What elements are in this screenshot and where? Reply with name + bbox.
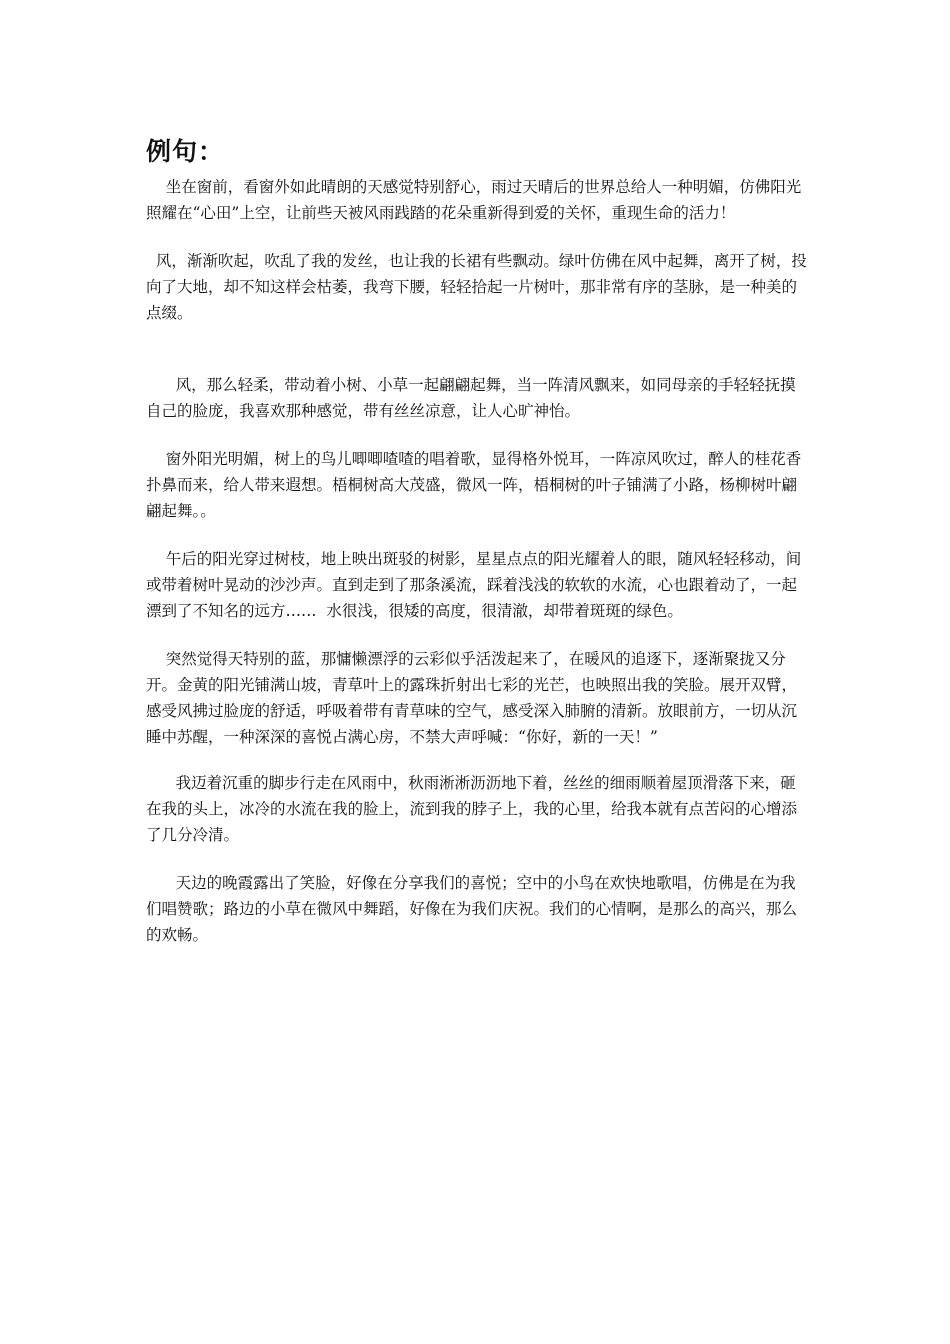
paragraph-window-sunshine: 坐在窗前，看窗外如此晴朗的天感觉特别舒心，雨过天晴后的世界总给人一种明媚，仿佛阳光照耀在“心田”上空，让前些天被风雨践踏的花朵重新得到爱的关怀，重现生命的活力！ [146,178,802,222]
paragraph-blue-sky: 突然觉得天特别的蓝，那慵懒漂浮的云彩似乎活泼起来了，在暖风的追逐下，逐渐聚拢又分开。金黄的阳光铺满山坡，青草叶上的露珠折射出七彩的光芒，也映照出我的笑脸。展开双臂，感受风拂过脸庞的舒适，呼吸着带有青草味的空气，感受深入肺腑的清新。放眼前方，一切从沉睡中苏醒，一种深深的喜悦占满心房，不禁大声呼喊：“你好，新的一天！” [146,650,798,746]
document-heading: 例句： [146,137,225,166]
paragraph-afternoon-stream: 午后的阳光穿过树枝，地上映出斑驳的树影，星星点点的阳光耀着人的眼，随风轻轻移动，间或带着树叶晃动的沙沙声。直到走到了那条溪流，踩着浅浅的软软的水流，心也跟着动了，一起漂到了不知名的远方…… 水很浅，很矮的高度，很清澈，却带着斑斑的绿色。 [146,550,802,620]
paragraph-wind-leaves: 风，渐渐吹起，吹乱了我的发丝，也让我的长裙有些飘动。绿叶仿佛在风中起舞，离开了树，投向了大地，却不知这样会枯萎，我弯下腰，轻轻拾起一片树叶，那非常有序的茎脉，是一种美的点缀。 [146,252,807,322]
paragraph-evening-glow: 天边的晚霞露出了笑脸，好像在分享我们的喜悦；空中的小鸟在欢快地歌唱，仿佛是在为我们唱赞歌；路边的小草在微风中舞蹈，好像在为我们庆祝。我们的心情啊，是那么的高兴，那么的欢畅。 [146,874,798,944]
paragraph-autumn-rain: 我迈着沉重的脚步行走在风雨中，秋雨淅淅沥沥地下着，丝丝的细雨顺着屋顶滑落下来，砸在我的头上，冰冷的水流在我的脸上，流到我的脖子上，我的心里，给我本就有点苦闷的心增添了几分冷清。 [146,774,798,844]
paragraph-birds-singing: 窗外阳光明媚，树上的鸟儿唧唧喳喳的唱着歌，显得格外悦耳，一阵凉风吹过，醉人的桂花香扑鼻而来，给人带来遐想。梧桐树高大茂盛，微风一阵，梧桐树的叶子铺满了小路，杨柳树叶翩翩起舞。。 [146,450,802,520]
paragraph-gentle-wind: 风，那么轻柔，带动着小树、小草一起翩翩起舞，当一阵清风飘来，如同母亲的手轻轻抚摸自己的脸庞，我喜欢那种感觉，带有丝丝凉意，让人心旷神怡。 [146,376,796,420]
